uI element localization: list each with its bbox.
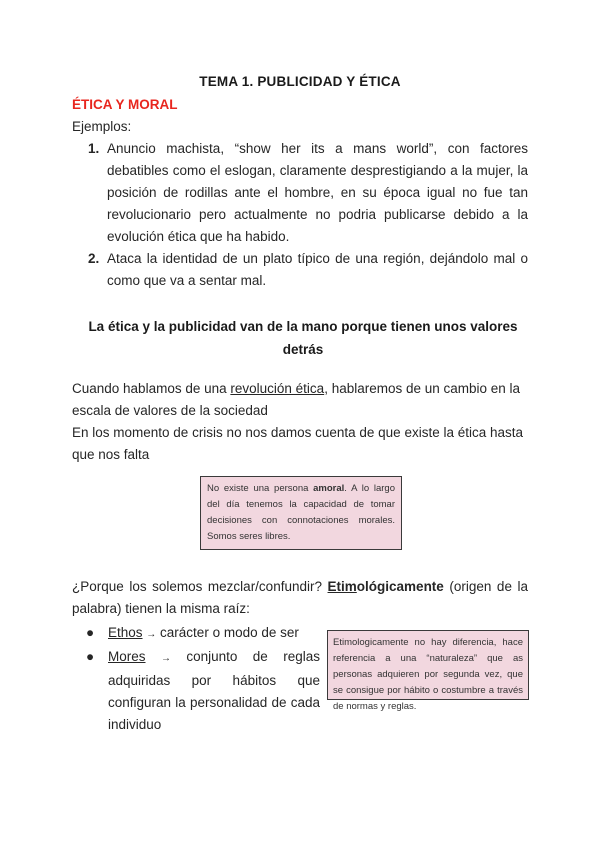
page-title: TEMA 1. PUBLICIDAD Y ÉTICA xyxy=(199,74,401,89)
list-item xyxy=(86,622,320,646)
subheading: La ética y la publicidad van de la mano porque tienen unos valores detrás xyxy=(88,319,518,357)
body-paragraph xyxy=(72,378,534,466)
why-text-after: (origen de la palabra) tienen la misma raíz: xyxy=(72,579,528,616)
term-definition: conjunto de reglas adquiridas por hábitos que configuran la personalidad de cada individuo xyxy=(108,649,320,732)
list-item-text: Anuncio machista, “show her its a mans world”, con factores debatibles como el eslogan, claramente desprestigiando a la mujer, la posición de rodillas ante el hombre, en su época igual no fue tan revolucionario pero actualmente no podria publicarse debido a la evolución ética que ha habido. xyxy=(107,141,528,244)
list-item-number: 1. xyxy=(88,141,100,156)
note-box-etymology: Etimologicamente no hay diferencia, hace referencia a una “naturaleza” que as personas adquieren por segunda vez, que se consigue por hábito o costumbre a través de normas y reglas. xyxy=(327,630,529,700)
etymology-paragraph xyxy=(72,576,528,620)
term-mores: Mores xyxy=(108,649,146,664)
note-text-after: . A lo largo del día tenemos la capacidad de tomar decisiones con connotaciones morales. Somos seres libres. xyxy=(207,483,395,542)
terms-list xyxy=(86,622,320,736)
why-text-before: ¿Porque los solemos mezclar/confundir? xyxy=(72,579,328,594)
arrow-right-icon: → xyxy=(160,653,171,664)
examples-list xyxy=(88,138,528,292)
term-ethos: Ethos xyxy=(108,625,143,640)
arrow-right-icon: → xyxy=(146,629,157,640)
list-item xyxy=(88,248,528,292)
note-box-amoral xyxy=(200,476,402,550)
list-item-number: 2. xyxy=(88,251,100,266)
term-definition: carácter o modo de ser xyxy=(156,625,299,640)
etim-rest: ológicamente xyxy=(356,579,444,594)
list-item-text: Ataca la identidad de un plato típico de una región, dejándolo mal o como que va a sentar mal. xyxy=(107,251,528,288)
bullet-icon: ● xyxy=(86,625,95,640)
bullet-icon: ● xyxy=(86,649,95,664)
note-bold-term: amoral xyxy=(313,483,345,494)
etim-underlined: Etim xyxy=(327,579,357,594)
revolution-text-before: Cuando hablamos de una xyxy=(72,381,231,396)
examples-label: Ejemplos: xyxy=(72,119,132,134)
list-item xyxy=(88,138,528,248)
revolution-paragraph xyxy=(72,378,534,422)
note-text-before: No existe una persona xyxy=(207,483,314,494)
crisis-paragraph: En los momento de crisis no nos damos cuenta de que existe la ética hasta que nos falta xyxy=(72,425,524,462)
section-heading: ÉTICA Y MORAL xyxy=(72,97,178,112)
list-item xyxy=(86,646,320,736)
revolution-term: revolución ética xyxy=(230,381,325,396)
revolution-text-after: , hablaremos de un cambio en la escala de valores de la sociedad xyxy=(72,381,521,418)
